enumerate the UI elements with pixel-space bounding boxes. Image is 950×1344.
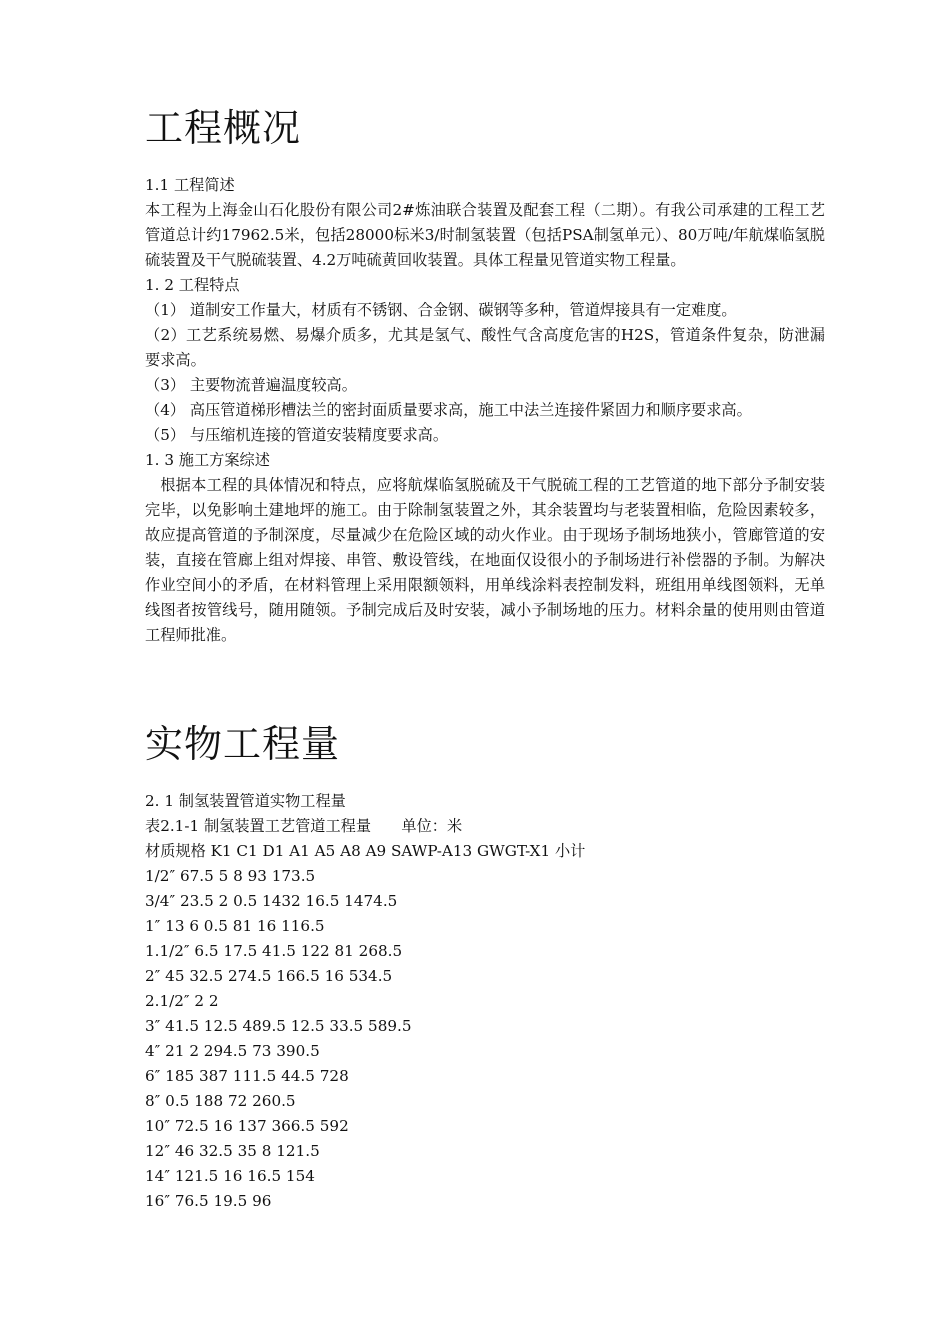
table-row: 2″ 45 32.5 274.5 166.5 16 534.5	[145, 967, 393, 985]
table-row: 4″ 21 2 294.5 73 390.5	[145, 1042, 320, 1060]
subsection-heading: 1.1 工程简述	[145, 176, 235, 194]
quantities-section	[145, 789, 825, 1214]
table-row: 8″ 0.5 188 72 260.5	[145, 1092, 296, 1110]
feature-item: （1） 道制安工作量大，材质有不锈钢、合金钢、碳钢等多种，管道焊接具有一定难度。	[145, 301, 737, 319]
table-caption: 表2.1-1 制氢装置工艺管道工程量 单位：米	[145, 817, 463, 835]
table-row: 3/4″ 23.5 2 0.5 1432 16.5 1474.5	[145, 892, 398, 910]
table-row: 1″ 13 6 0.5 81 16 116.5	[145, 917, 325, 935]
feature-item: （5） 与压缩机连接的管道安装精度要求高。	[145, 426, 449, 444]
table-row: 12″ 46 32.5 35 8 121.5	[145, 1142, 320, 1160]
paragraph: 根据本工程的具体情况和特点，应将航煤临氢脱硫及干气脱硫工程的工艺管道的地下部分予制安装完毕，以免影响土建地坪的施工。由于除制氢装置之外，其余装置均与老装置相临，危险因素较多，故应提高管道的予制深度，尽量减少在危险区域的动火作业。由于现场予制场地狭小，管廊管道的安装，直接在管廊上组对焊接、串管、敷设管线，在地面仅设很小的予制场进行补偿器的予制。为解决作业空间小的矛盾，在材料管理上采用限额领料，用单线涂料表控制发料，班组用单线图领料，无单线图者按管线号，随用随领。予制完成后及时安装，减小予制场地的压力。材料余量的使用则由管道工程师批准。	[145, 476, 825, 644]
table-row: 14″ 121.5 16 16.5 154	[145, 1167, 315, 1185]
paragraph: 本工程为上海金山石化股份有限公司2#炼油联合装置及配套工程（二期）。有我公司承建的工程工艺管道总计约17962.5米，包括28000标米3/时制氢装置（包括PSA制氢单元）、80万吨/年航煤临氢脱硫装置及干气脱硫装置、4.2万吨硫黄回收装置。具体工程量见管道实物工程量。	[145, 201, 825, 269]
table-row: 1.1/2″ 6.5 17.5 41.5 122 81 268.5	[145, 942, 403, 960]
section-title-overview: 工程概况	[145, 106, 302, 150]
table-row: 6″ 185 387 111.5 44.5 728	[145, 1067, 349, 1085]
table-header: 材质规格 K1 C1 D1 A1 A5 A8 A9 SAWP-A13 GWGT-X1 小计	[145, 842, 586, 860]
table-row: 2.1/2″ 2 2	[145, 992, 219, 1010]
feature-item: （4） 高压管道梯形槽法兰的密封面质量要求高，施工中法兰连接件紧固力和顺序要求高。	[145, 401, 752, 419]
table-row: 3″ 41.5 12.5 489.5 12.5 33.5 589.5	[145, 1017, 412, 1035]
table-row: 16″ 76.5 19.5 96	[145, 1192, 272, 1210]
overview-section	[145, 173, 825, 648]
subsection-heading: 2. 1 制氢装置管道实物工程量	[145, 792, 346, 810]
table-row: 1/2″ 67.5 5 8 93 173.5	[145, 867, 316, 885]
section-title-quantities: 实物工程量	[145, 722, 341, 766]
feature-item: （3） 主要物流普遍温度较高。	[145, 376, 357, 394]
subsection-heading: 1. 2 工程特点	[145, 276, 240, 294]
feature-item: （2）工艺系统易燃、易爆介质多，尤其是氢气、酸性气含高度危害的H2S，管道条件复杂，防泄漏要求高。	[145, 326, 825, 369]
table-row: 10″ 72.5 16 137 366.5 592	[145, 1117, 349, 1135]
subsection-heading: 1. 3 施工方案综述	[145, 451, 270, 469]
